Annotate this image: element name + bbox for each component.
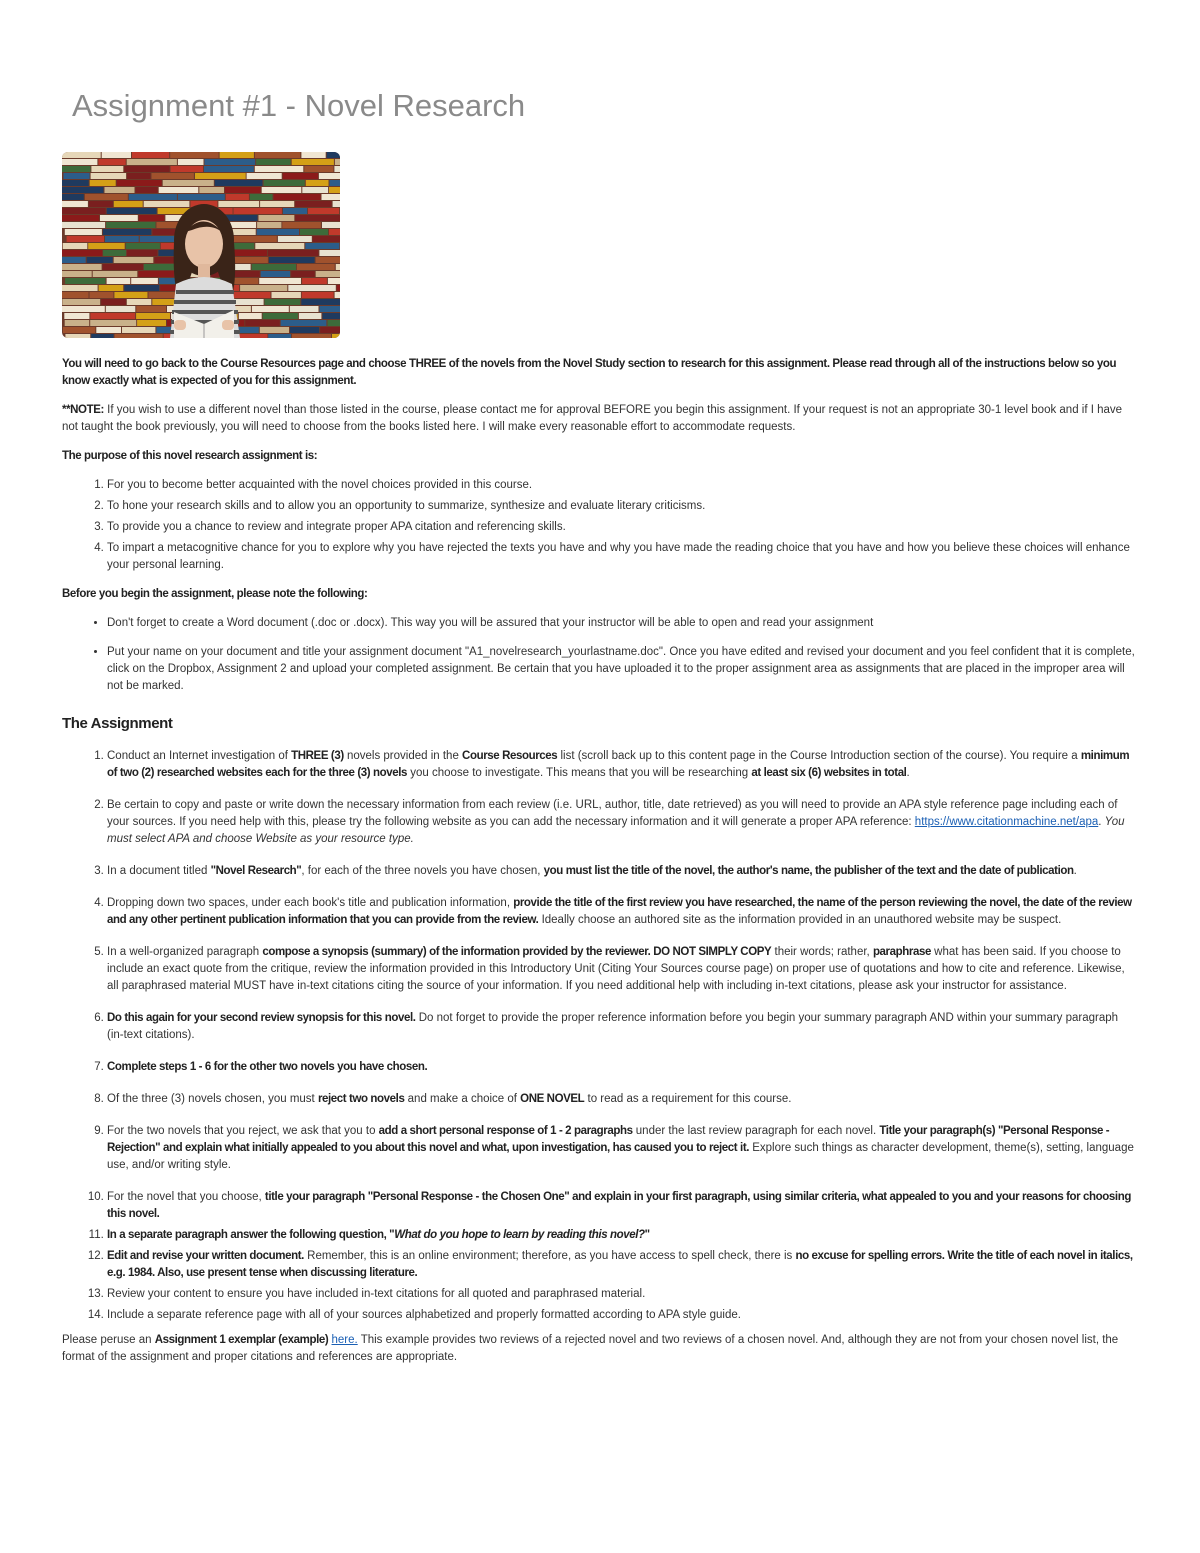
book-spine xyxy=(245,320,279,326)
book-spine xyxy=(103,264,143,270)
book-spine xyxy=(262,187,302,193)
citation-machine-link[interactable]: https://www.citationmachine.net/apa xyxy=(914,816,1099,828)
book-spine xyxy=(63,327,95,333)
book-spine xyxy=(115,334,163,338)
list-item: • Put your name on your document and title your assignment document "A1_novelresearch_yourlastname.doc". Once you have edited and revised your document and you feel confident that it is complete, click on the Dropbox, Assignment 2 and upload your completed assignment. Be certain that you have uploaded it to the proper assignment area as assignments that are placed in the improper area will not be marked. xyxy=(107,644,1137,695)
book-spine xyxy=(335,292,340,298)
book-spine xyxy=(107,208,157,214)
book-spine xyxy=(65,320,90,326)
book-spine xyxy=(260,201,294,207)
book-spine xyxy=(300,229,328,235)
book-spine xyxy=(67,236,104,242)
book-spine xyxy=(290,306,319,312)
book-spine xyxy=(102,152,131,158)
book-spine xyxy=(103,229,151,235)
book-spine xyxy=(117,180,162,186)
book-spine xyxy=(204,166,254,172)
book-spine xyxy=(268,334,291,338)
book-spine xyxy=(259,278,301,284)
book-spine xyxy=(255,243,304,249)
book-spine xyxy=(91,166,123,172)
book-spine xyxy=(136,313,170,319)
book-spine xyxy=(127,250,157,256)
book-spine xyxy=(91,334,113,338)
book-spine xyxy=(127,299,152,305)
book-spine xyxy=(137,320,166,326)
list-item: 4. To impart a metacognitive chance for you to explore why you have rejected the texts you have and why you have made the reading choice that you have and how you believe these choices will enhance your personal learning. xyxy=(107,540,1137,574)
book-spine xyxy=(281,320,327,326)
book-spine xyxy=(129,194,177,200)
book-spine xyxy=(170,152,218,158)
book-spine xyxy=(297,264,335,270)
book-spine xyxy=(332,334,340,338)
book-spine xyxy=(62,299,100,305)
book-spine xyxy=(114,292,147,298)
book-spine xyxy=(114,201,143,207)
step-3: 3. In a document titled "Novel Research", for each of the three novels you have chosen, you must list the title of the novel, the author's name, the publisher of the text and the date of publication. xyxy=(107,863,1137,880)
book-spine xyxy=(268,250,318,256)
intro-paragraph: You will need to go back to the Course Resources page and choose THREE of the novels from the Novel Study section to research for this assignment. Please read through all of the instructions below so you know exactly what is expected of you for this assignment. xyxy=(62,358,1117,387)
book-spine xyxy=(336,264,340,270)
book-spine xyxy=(98,159,125,165)
book-spine xyxy=(132,152,169,158)
book-spine xyxy=(144,264,176,270)
book-spine xyxy=(252,306,289,312)
book-spine xyxy=(329,229,340,235)
book-spine xyxy=(292,334,331,338)
book-spine xyxy=(126,243,160,249)
book-spine xyxy=(62,201,88,207)
book-spine xyxy=(215,180,263,186)
book-spine xyxy=(225,187,261,193)
book-spine xyxy=(228,236,277,242)
book-spine xyxy=(93,271,138,277)
book-spine xyxy=(100,215,138,221)
book-spine xyxy=(101,299,126,305)
book-spine xyxy=(274,194,321,200)
book-spine xyxy=(124,166,169,172)
book-spine xyxy=(218,201,259,207)
book-spine xyxy=(265,299,301,305)
step-1: 1. Conduct an Internet investigation of THREE (3) novels provided in the Course Resources list (scroll back up to this content page in the Course Introduction section of the course). You require a minimum of two (2) researched websites each for the three (3) novels you choose to investigate. This means that you will be researching at least six (6) websites in total. xyxy=(107,748,1137,782)
list-item: 1. For you to become better acquainted with the novel choices provided in this course. xyxy=(107,477,1137,494)
book-spine xyxy=(319,173,340,179)
book-spine xyxy=(239,313,262,319)
book-spine xyxy=(329,187,340,193)
book-spine xyxy=(87,257,113,263)
book-spine xyxy=(62,194,84,200)
book-spine xyxy=(226,194,249,200)
step-11: 11. In a separate paragraph answer the following question, "What do you hope to learn by reading this novel?" xyxy=(107,1227,1137,1244)
student-reading-illustration xyxy=(62,152,340,338)
book-spine xyxy=(114,257,154,263)
book-spine xyxy=(278,236,312,242)
section-heading-assignment: The Assignment xyxy=(62,715,173,732)
book-spine xyxy=(96,327,121,333)
book-spine xyxy=(89,201,113,207)
book-spine xyxy=(259,215,295,221)
book-spine xyxy=(292,159,334,165)
list-item: 2. To hone your research skills and to allow you an opportunity to summarize, synthesize and evaluate literary criticisms. xyxy=(107,498,1137,515)
book-spine xyxy=(90,313,135,319)
book-spine xyxy=(260,327,289,333)
list-item: • Don't forget to create a Word document (.doc or .docx). This way you will be assured that your instructor will be able to open and read your assignment xyxy=(107,615,1137,632)
book-spine xyxy=(304,166,333,172)
book-spine xyxy=(288,285,336,291)
purpose-heading: The purpose of this novel research assignment is: xyxy=(62,450,318,462)
before-heading: Before you begin the assignment, please note the following: xyxy=(62,588,368,600)
book-spine xyxy=(335,159,340,165)
book-spine xyxy=(62,180,89,186)
book-spine xyxy=(255,152,300,158)
book-spine xyxy=(136,187,158,193)
book-spine xyxy=(264,180,305,186)
book-spine xyxy=(302,292,334,298)
book-spine xyxy=(291,271,315,277)
step-6: 6. Do this again for your second review synopsis for this novel. Do not forget to provide the proper reference information before you begin your summary paragraph AND within your summary paragraph (in-text citations). xyxy=(107,1010,1137,1044)
book-spine xyxy=(152,173,194,179)
book-spine xyxy=(195,173,246,179)
step-2: 2. Be certain to copy and paste or write down the necessary information from each review (i.e. URL, author, title, date retrieved) as you will need to provide an APA style reference page including each of your sources. If you need help with this, please try the following website as you can add the necessary information and it will generate a proper APA reference: https://www.citationmachine.net/apa. You must select APA and choose Website as your resource type. xyxy=(107,797,1137,848)
book-spine xyxy=(91,173,127,179)
book-spine xyxy=(64,173,90,179)
book-spine xyxy=(62,215,99,221)
book-spine xyxy=(328,278,340,284)
book-spine xyxy=(302,278,327,284)
book-spine xyxy=(99,285,124,291)
book-spine xyxy=(124,285,159,291)
book-spine xyxy=(105,236,139,242)
step-14: 14. Include a separate reference page with all of your sources alphabetized and properly formatted according to APA style guide. xyxy=(107,1307,1137,1324)
book-spine xyxy=(320,327,340,333)
book-spine xyxy=(319,250,340,256)
book-spine xyxy=(290,327,319,333)
book-spine xyxy=(171,166,204,172)
book-spine xyxy=(131,278,158,284)
book-spine xyxy=(152,229,176,235)
step-13: 13. Review your content to ensure you have included in-text citations for all quoted and paraphrased material. xyxy=(107,1286,1137,1303)
book-spine xyxy=(269,257,315,263)
book-spine xyxy=(322,222,340,228)
book-spine xyxy=(122,327,155,333)
book-spine xyxy=(127,173,150,179)
book-spine xyxy=(337,285,340,291)
book-spine xyxy=(334,166,340,172)
book-spine xyxy=(322,194,341,200)
book-spine xyxy=(136,306,166,312)
closing-paragraph: Please peruse an Assignment 1 exemplar (example) here. This example provides two reviews of a rejected novel and two reviews of a chosen novel. And, although they are not from your chosen novel list, the format of the assignment and proper citations and references are appropriate. xyxy=(62,1334,1119,1363)
book-spine xyxy=(106,306,136,312)
book-spine xyxy=(333,201,340,207)
book-spine xyxy=(127,159,177,165)
step-7: 7. Complete steps 1 - 6 for the other two novels you have chosen. xyxy=(107,1059,1137,1076)
book-spine xyxy=(178,159,204,165)
book-spine xyxy=(163,180,214,186)
book-spine xyxy=(62,292,89,298)
book-spine xyxy=(107,278,131,284)
list-item: 3. To provide you a chance to review and integrate proper APA citation and referencing skills. xyxy=(107,519,1137,536)
page-title: Assignment #1 - Novel Research xyxy=(72,88,526,123)
book-spine xyxy=(62,159,97,165)
book-spine xyxy=(62,285,98,291)
book-spine xyxy=(139,215,165,221)
book-spine xyxy=(301,152,325,158)
step-12: 12. Edit and revise your written document. Remember, this is an online environment; therefore, as you have access to spell check, there is no excuse for spelling errors. Write the title of each novel in italics, e.g. 1984. Also, use present tense when discussing literature. xyxy=(107,1248,1137,1282)
book-spine xyxy=(103,250,126,256)
book-spine xyxy=(250,194,273,200)
book-spine xyxy=(295,215,340,221)
purpose-list xyxy=(62,477,1137,574)
assignment-body xyxy=(62,356,1137,1378)
book-spine xyxy=(144,201,190,207)
book-spine xyxy=(220,152,254,158)
book-spine xyxy=(257,229,299,235)
notes-list xyxy=(62,615,1137,695)
book-spine xyxy=(257,222,281,228)
book-spine xyxy=(320,306,341,312)
book-spine xyxy=(159,187,199,193)
book-spine xyxy=(306,180,329,186)
book-spine xyxy=(263,313,298,319)
book-spine xyxy=(261,271,290,277)
book-spine xyxy=(328,320,341,326)
book-spine xyxy=(301,299,340,305)
exemplar-link[interactable]: here. xyxy=(331,1334,358,1346)
book-spine xyxy=(283,173,318,179)
book-spine xyxy=(299,313,322,319)
book-spine xyxy=(282,222,321,228)
book-spine xyxy=(105,187,135,193)
book-spine xyxy=(247,173,282,179)
book-spine xyxy=(252,264,296,270)
book-spine xyxy=(199,187,224,193)
book-spine xyxy=(62,166,91,172)
book-spine xyxy=(255,166,303,172)
book-spine xyxy=(88,243,125,249)
book-spine xyxy=(62,152,101,158)
book-spine xyxy=(232,299,263,305)
steps-list xyxy=(62,748,1137,1324)
book-spine xyxy=(90,320,136,326)
book-spine xyxy=(63,243,88,249)
book-spine xyxy=(322,313,340,319)
book-spine xyxy=(62,264,102,270)
book-spine xyxy=(62,271,92,277)
step-10: 10. For the novel that you choose, title your paragraph "Personal Response - the Chosen One" and explain in your first paragraph, using similar criteria, what appealed to you and your reasons for choosing this novel. xyxy=(107,1189,1137,1223)
hero-image xyxy=(62,152,340,338)
book-spine xyxy=(302,187,328,193)
book-spine xyxy=(313,236,340,242)
book-spine xyxy=(106,222,155,228)
book-spine xyxy=(205,159,256,165)
book-spine xyxy=(295,201,331,207)
book-spine xyxy=(62,187,104,193)
book-spine xyxy=(65,334,90,338)
book-spine xyxy=(308,208,339,214)
book-spine xyxy=(62,257,86,263)
book-spine xyxy=(62,306,105,312)
step-8: 8. Of the three (3) novels chosen, you must reject two novels and make a choice of ONE NOVEL to read as a requirement for this course. xyxy=(107,1091,1137,1108)
book-spine xyxy=(85,194,128,200)
book-spine xyxy=(327,152,340,158)
book-spine xyxy=(272,292,301,298)
book-spine xyxy=(90,180,116,186)
book-spine xyxy=(62,250,102,256)
book-spine xyxy=(62,208,106,214)
book-spine xyxy=(178,194,225,200)
book-spine xyxy=(283,208,307,214)
book-spine xyxy=(256,159,291,165)
book-spine xyxy=(234,208,282,214)
book-spine xyxy=(90,292,114,298)
book-spine xyxy=(138,271,174,277)
note-paragraph: **NOTE: If you wish to use a different novel than those listed in the course, please contact me for approval BEFORE you begin this assignment. If your request is not an appropriate 30-1 level book and if I have not taught the book previously, you will need to choose from the books listed here. I will make every reasonable effort to accommodate requests. xyxy=(62,404,1123,433)
step-9: 9. For the two novels that you reject, we ask that you to add a short personal response of 1 - 2 paragraphs under the last review paragraph for each novel. Title your paragraph(s) "Personal Response - Rejection" and explain what initially appealed to you about this novel and what, upon investigation, has caused you to reject it. Explore such things as character development, theme(s), setting, language use, and/or writing style. xyxy=(107,1123,1137,1174)
book-spine xyxy=(65,278,105,284)
book-spine xyxy=(305,243,339,249)
step-5: 5. In a well-organized paragraph compose a synopsis (summary) of the information provided by the reviewer. DO NOT SIMPLY COPY their words; rather, paraphrase what has been said. If you choose to include an exact quote from the critique, review the information provided in this Introductory Unit (Citing Your Sources course page) on proper use of quotations and how to cite and reference. Likewise, all paraphrased material MUST have in-text citations citing the source of your information. If you need additional help with including in-text citations, please ask your instructor for assistance. xyxy=(107,944,1137,995)
book-spine xyxy=(64,313,89,319)
book-spine xyxy=(65,229,102,235)
book-spine xyxy=(62,222,105,228)
book-spine xyxy=(316,271,340,277)
book-spine xyxy=(240,285,287,291)
book-spine xyxy=(316,257,340,263)
step-4: 4. Dropping down two spaces, under each book's title and publication information, provide the title of the first review you have researched, the name of the person reviewing the novel, the date of the review and any other pertinent publication information that you can provide from the review. Ideally choose an authored site as the information provided in an unauthored website may be suspect. xyxy=(107,895,1137,929)
book-spine xyxy=(330,180,341,186)
